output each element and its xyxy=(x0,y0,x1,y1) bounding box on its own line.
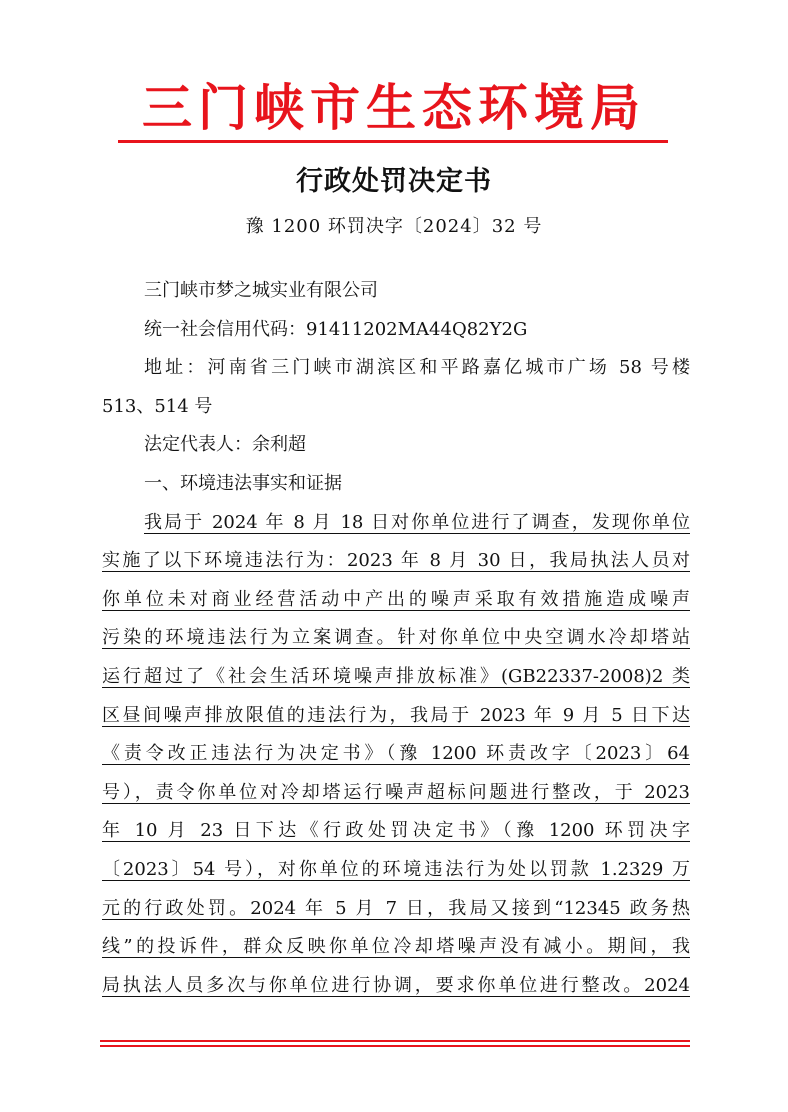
fact-line: 局执法人员多次与你单位进行协调，要求你单位进行整改。2024 xyxy=(102,974,690,996)
document-body xyxy=(102,272,690,1005)
doc-number: 豫 1200 环罚决字〔2024〕32 号 xyxy=(245,216,543,237)
footer-divider-top xyxy=(100,1040,690,1042)
footer-divider-bottom xyxy=(100,1045,690,1047)
fact-line: 号），责令你单位对冷却塔运行噪声超标问题进行整改，于 2023 xyxy=(102,781,690,803)
fact-line: 污染的环境违法行为立案调查。针对你单位中央空调水冷却塔站 xyxy=(102,627,690,649)
fact-line: 《责令改正违法行为决定书》（豫 1200 环责改字〔2023〕64 xyxy=(102,743,690,765)
fact-line: 元的行政处罚。2024 年 5 月 7 日，我局又接到“12345 政务热 xyxy=(102,897,690,919)
credit-code: 统一社会信用代码：91411202MA44Q82Y2G xyxy=(144,318,528,340)
fact-line: 实施了以下环境违法行为：2023 年 8 月 30 日，我局执法人员对 xyxy=(102,550,690,572)
doc-title: 行政处罚决定书 xyxy=(296,166,492,197)
address-line-1: 地址：河南省三门峡市湖滨区和平路嘉亿城市广场 58 号楼 xyxy=(144,357,690,379)
company-name: 三门峡市梦之城实业有限公司 xyxy=(144,280,378,301)
org-name: 三门峡市生态环境局 xyxy=(142,78,646,137)
legal-representative: 法定代表人：余利超 xyxy=(144,434,306,456)
fact-line: 年 10 月 23 日下达《行政处罚决定书》（豫 1200 环罚决字 xyxy=(102,820,690,842)
fact-line: 区昼间噪声排放限值的违法行为，我局于 2023 年 9 月 5 日下达 xyxy=(102,704,690,726)
address-line-2: 513、514 号 xyxy=(102,395,213,417)
section-heading: 一、环境违法事实和证据 xyxy=(144,472,342,494)
fact-line: 我局于 2024 年 8 月 18 日对你单位进行了调查，发现你单位 xyxy=(144,511,690,533)
fact-line: 运行超过了《社会生活环境噪声排放标准》(GB22337-2008)2 类 xyxy=(102,665,690,687)
fact-line: 〔2023〕54 号），对你单位的环境违法行为处以罚款 1.2329 万 xyxy=(102,858,690,880)
header-divider xyxy=(118,140,668,143)
fact-line: 你单位未对商业经营活动中产出的噪声采取有效措施造成噪声 xyxy=(102,588,690,610)
fact-line: 线”的投诉件，群众反映你单位冷却塔噪声没有减小。期间，我 xyxy=(102,936,690,958)
